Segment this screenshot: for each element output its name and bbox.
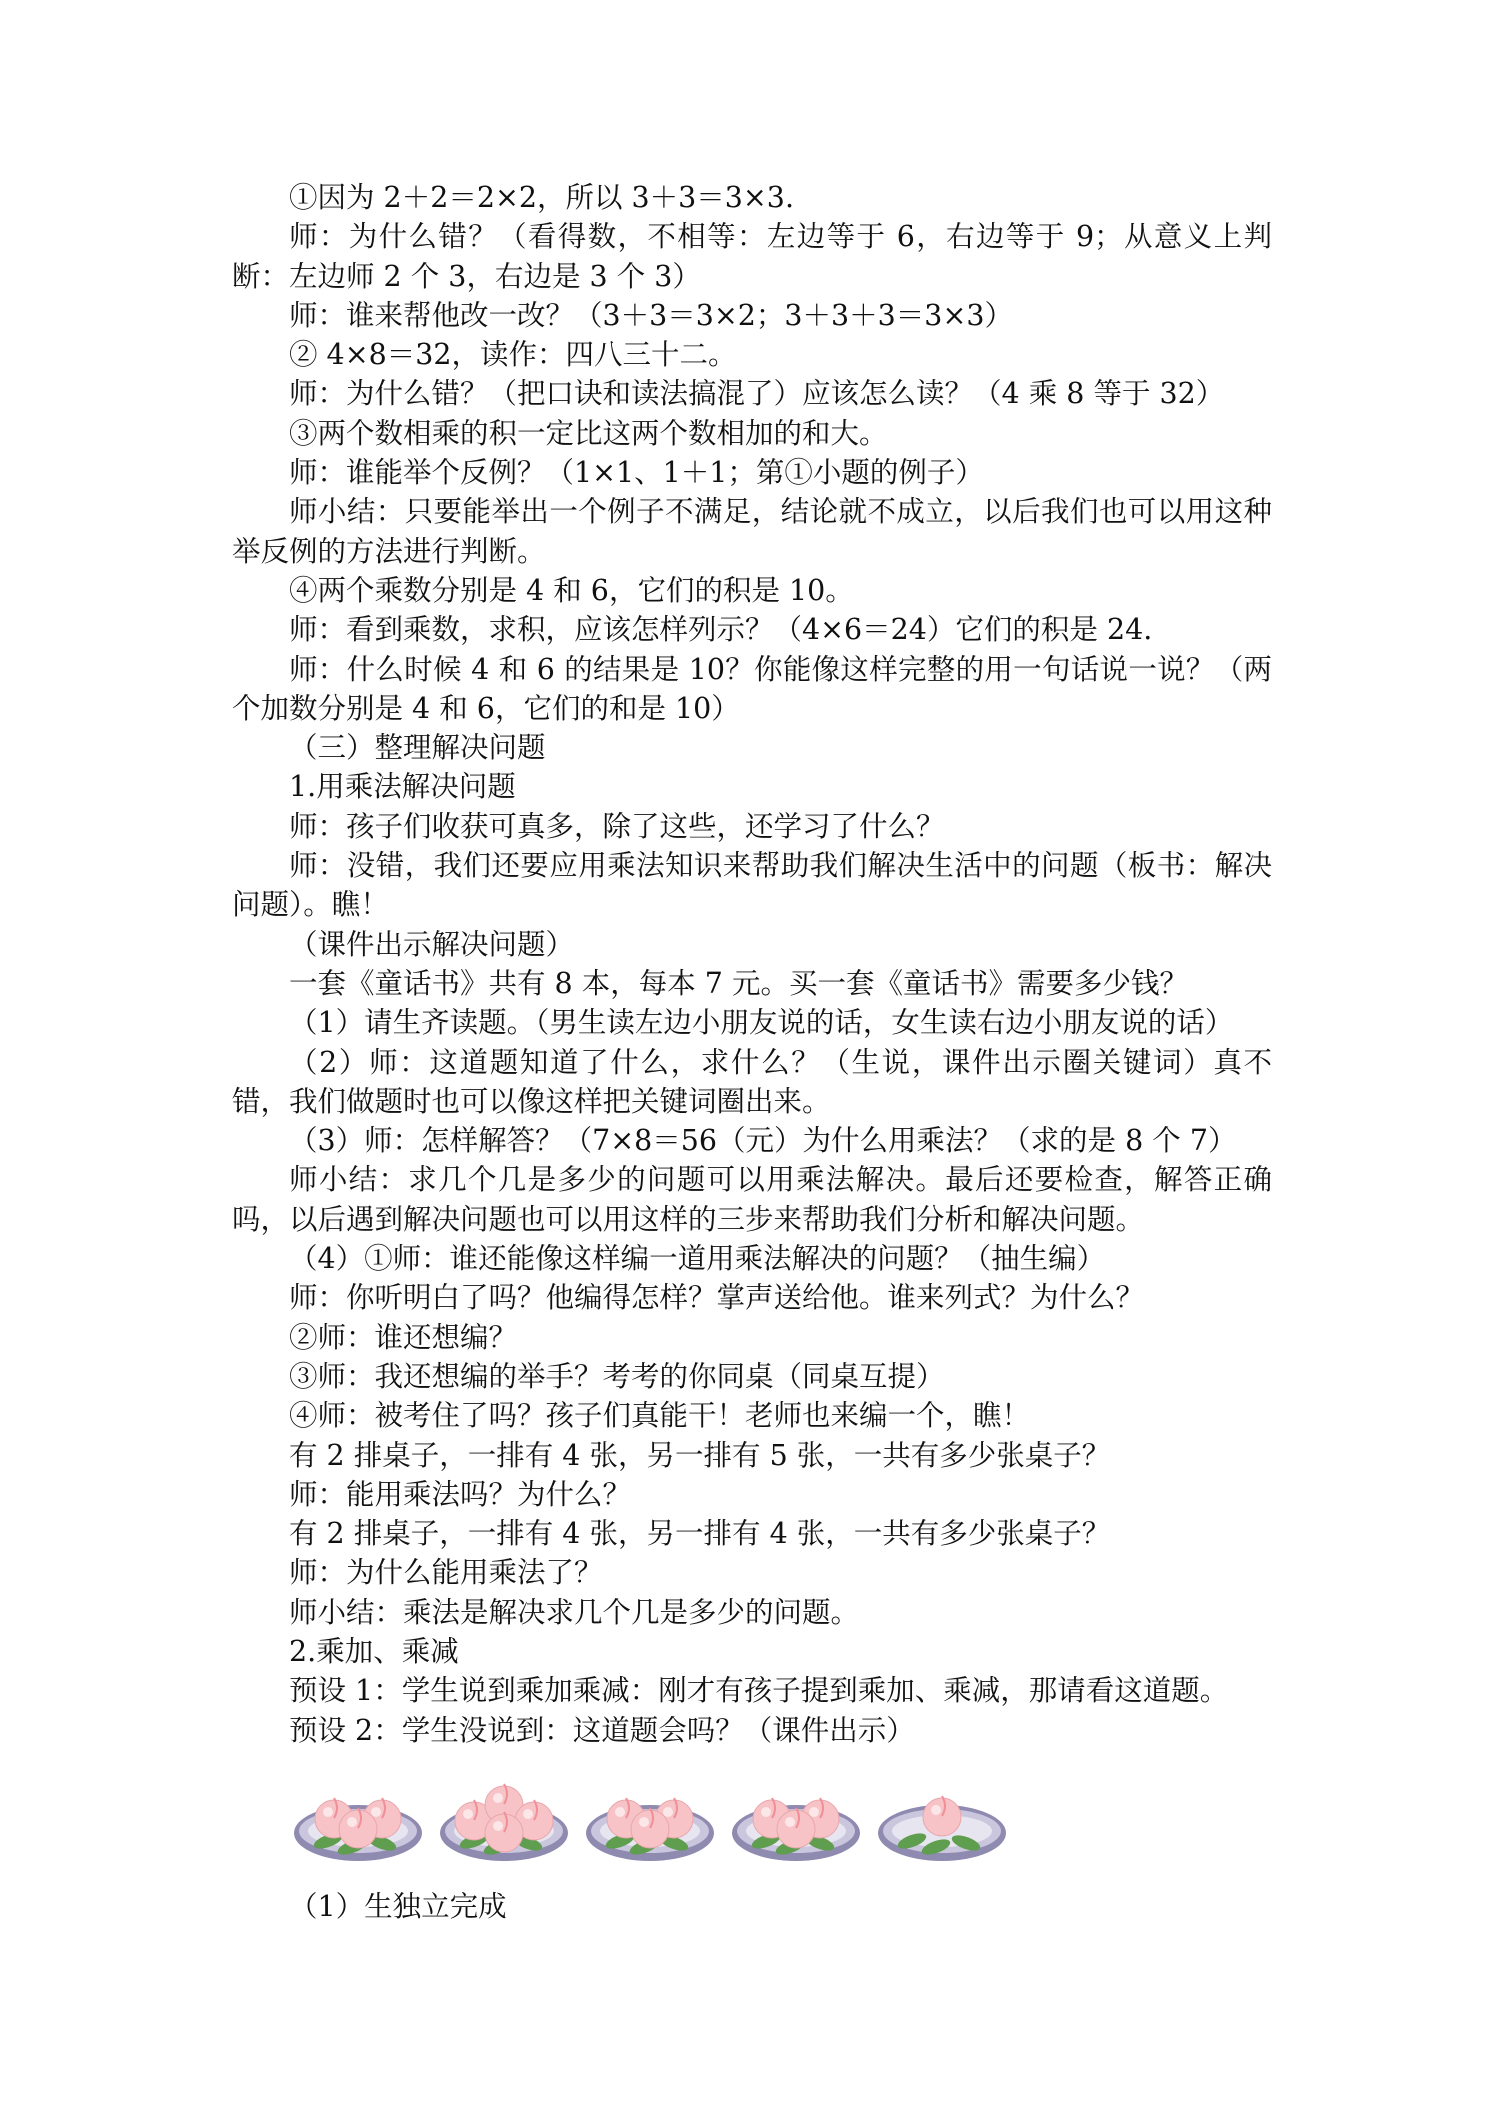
peach-highlight: [463, 1809, 473, 1819]
paragraph: ①因为 2＋2＝2×2，所以 3＋3＝3×3.: [289, 181, 794, 214]
peach: [339, 1810, 377, 1848]
paragraph: 师小结：求几个几是多少的问题可以用乘法解决。最后还要检查，解答正确吗，以后遇到解决问题也可以用这样的三步来帮助我们分析和解决问题。: [232, 1163, 1272, 1236]
paragraph: ④师：被考住了吗？孩子们真能干！老师也来编一个，瞧！: [289, 1399, 1031, 1433]
peach-highlight: [615, 1807, 625, 1817]
peach-highlight: [371, 1807, 381, 1817]
peach-highlight: [523, 1809, 533, 1819]
paragraph: 师：看到乘数，求积，应该怎样列示？（4×6＝24）它们的积是 24.: [289, 613, 1153, 647]
paragraph: 有 2 排桌子，一排有 4 张，另一排有 5 张，一共有多少张桌子？: [289, 1438, 1111, 1472]
paragraph: 师：谁能举个反例？（1×1、1＋1；第①小题的例子）: [289, 456, 984, 490]
peach-plates-illustration: [286, 1755, 1016, 1865]
peach: [485, 1814, 523, 1852]
paragraph: 师小结：乘法是解决求几个几是多少的问题。: [289, 1595, 860, 1629]
plate: [878, 1796, 1006, 1861]
peach-highlight: [493, 1821, 503, 1831]
paragraph: ②师：谁还想编？: [289, 1320, 518, 1354]
document-body-continued: [232, 1887, 1272, 1926]
paragraph: 师小结：只要能举出一个例子不满足，结论就不成立，以后我们也可以用这种举反例的方法进行判断。: [232, 495, 1272, 568]
plate: [294, 1798, 422, 1861]
paragraph: 师：没错，我们还要应用乘法知识来帮助我们解决生活中的问题（板书：解决问题）。瞧！: [232, 849, 1272, 922]
peach-highlight: [785, 1817, 795, 1827]
paragraph: （1）生独立完成: [289, 1890, 507, 1923]
paragraph: 师：孩子们收获可真多，除了这些，还学习了什么？: [289, 809, 945, 843]
peach: [923, 1798, 961, 1836]
paragraph: 师：为什么错？（把口诀和读法搞混了）应该怎么读？（4 乘 8 等于 32）: [289, 377, 1225, 411]
paragraph: 师：能用乘法吗？为什么？: [289, 1477, 632, 1511]
paragraph: ③两个数相乘的积一定比这两个数相加的和大。: [289, 416, 888, 450]
plate: [732, 1798, 860, 1861]
peach-highlight: [323, 1807, 333, 1817]
paragraph: ④两个乘数分别是 4 和 6，它们的积是 10。: [289, 573, 854, 607]
plate: [586, 1798, 714, 1861]
peach-highlight: [663, 1807, 673, 1817]
peach-highlight: [347, 1817, 357, 1827]
peach: [777, 1810, 815, 1848]
paragraph: （3）师：怎样解答？（7×8＝56（元）为什么用乘法？（求的是 8 个 7）: [289, 1124, 1237, 1158]
plate: [440, 1784, 568, 1861]
section-heading: （三）整理解决问题: [289, 731, 546, 765]
paragraph: 师：什么时候 4 和 6 的结果是 10？你能像这样完整的用一句话说一说？（两个加数分别是 4 和 6，它们的和是 10）: [232, 652, 1272, 725]
paragraph: 师：谁来帮他改一改？（3＋3＝3×2；3＋3＋3＝3×3）: [289, 298, 1013, 332]
peach-plates-figure: [286, 1755, 1016, 1865]
paragraph: ③师：我还想编的举手？考考的你同桌（同桌互提）: [289, 1359, 945, 1393]
paragraph: （4）①师：谁还能像这样编一道用乘法解决的问题？（抽生编）: [289, 1242, 1106, 1276]
paragraph: 师：为什么能用乘法了？: [289, 1556, 603, 1590]
document-body: [232, 178, 1272, 1750]
paragraph: 师：为什么错？（看得数，不相等：左边等于 6，右边等于 9；从意义上判断：左边师 2 个 3，右边是 3 个 3）: [232, 220, 1272, 293]
peach-highlight: [761, 1807, 771, 1817]
peach-highlight: [639, 1817, 649, 1827]
paragraph: 预设 2：学生没说到：这道题会吗？（课件出示）: [289, 1713, 915, 1747]
paragraph: ② 4×8＝32，读作：四八三十二。: [289, 338, 737, 372]
peach: [631, 1810, 669, 1848]
paragraph: （2）师：这道题知道了什么，求什么？（生说，课件出示圈关键词）真不错，我们做题时也可以像这样把关键词圈出来。: [232, 1045, 1272, 1118]
paragraph: （课件出示解决问题）: [289, 927, 575, 961]
paragraph: 有 2 排桌子，一排有 4 张，另一排有 4 张，一共有多少张桌子？: [289, 1517, 1111, 1551]
peach-highlight: [493, 1793, 503, 1803]
paragraph: 一套《童话书》共有 8 本，每本 7 元。买一套《童话书》需要多少钱？: [289, 966, 1189, 1000]
subsection-heading: 1.用乘法解决问题: [289, 770, 516, 804]
peach-highlight: [809, 1807, 819, 1817]
paragraph: 预设 1：学生说到乘加乘减：刚才有孩子提到乘加、乘减，那请看这道题。: [289, 1674, 1229, 1708]
paragraph: （1）请生齐读题。（男生读左边小朋友说的话，女生读右边小朋友说的话）: [289, 1006, 1234, 1040]
paragraph: 师：你听明白了吗？他编得怎样？掌声送给他。谁来列式？为什么？: [289, 1281, 1145, 1315]
subsection-heading: 2.乘加、乘减: [289, 1634, 459, 1668]
peach-highlight: [931, 1805, 941, 1815]
